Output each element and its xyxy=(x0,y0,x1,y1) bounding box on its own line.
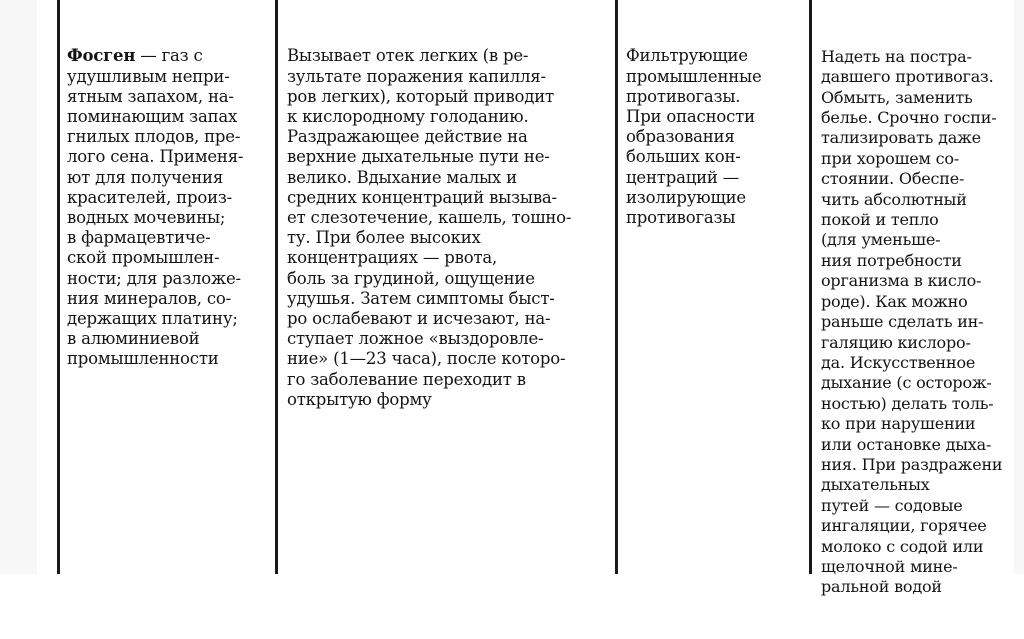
text-line: да. Искусственное xyxy=(821,352,976,372)
text-line: Фильтрующие xyxy=(626,46,748,66)
text-line: организма в кисло- xyxy=(821,271,982,291)
cell-first-aid-text xyxy=(821,47,1011,598)
text-line: давшего противогаз. xyxy=(821,67,994,87)
text-line: путей — содовые xyxy=(821,495,963,515)
text-line: поминающим запах xyxy=(67,107,238,127)
cell-effect-text xyxy=(287,46,612,410)
text-line: в фармацевтиче- xyxy=(67,228,211,248)
text-line: молоко с содой или xyxy=(821,536,984,556)
text-line: лого сена. Применя- xyxy=(67,147,244,167)
text-line: го заболевание переходит в xyxy=(287,369,526,389)
text-line: концентрациях — рвота, xyxy=(287,248,498,268)
cell-protection xyxy=(626,6,806,269)
substance-name: Фосген xyxy=(67,46,136,66)
text-line: промышленности xyxy=(67,349,219,369)
text-line: красителей, произ- xyxy=(67,187,233,207)
text-line: открытую форму xyxy=(287,389,432,409)
text-line: Надеть на постра- xyxy=(821,46,972,66)
text-line: больших кон- xyxy=(626,147,741,167)
text-line: Фосген — газ с xyxy=(67,46,203,66)
cell-protection-text xyxy=(626,46,806,228)
text-line: верхние дыхательные пути не- xyxy=(287,147,550,167)
text-line: щелочной мине- xyxy=(821,556,958,576)
text-line: ние» (1—23 часа), после которо- xyxy=(287,349,566,369)
text-line: или остановке дыха- xyxy=(821,434,992,454)
text-line: ности; для разложе- xyxy=(67,268,241,288)
text-line: Раздражающее действие на xyxy=(287,127,528,147)
column-divider-left xyxy=(57,0,60,574)
text-line: гнилых плодов, пре- xyxy=(67,127,241,147)
text-line: зультате поражения капилля- xyxy=(287,66,546,86)
text-line: роде). Как можно xyxy=(821,291,968,311)
column-divider-3 xyxy=(809,0,812,574)
text-line: держащих платину; xyxy=(67,309,238,329)
text-line: промышленные xyxy=(626,66,762,86)
text-line: ния потребности xyxy=(821,250,962,270)
text-line: при хорошем со- xyxy=(821,148,960,168)
text-line: ро ослабевают и исчезают, на- xyxy=(287,309,551,329)
text-line: белье. Срочно госпи- xyxy=(821,108,997,128)
text-line: раньше сделать ин- xyxy=(821,312,984,332)
text-line: тализировать даже xyxy=(821,128,981,148)
text-line: ют для получения xyxy=(67,167,224,187)
text-line: водных мочевины; xyxy=(67,208,226,228)
text-line: ния. При раздражени xyxy=(821,454,1003,474)
text-line: в алюминиевой xyxy=(67,329,200,349)
text-line: образования xyxy=(626,127,735,147)
column-divider-2 xyxy=(615,0,618,574)
text-line: средних концентраций вызыва- xyxy=(287,187,557,207)
text-line: ностью) делать толь- xyxy=(821,393,994,413)
text-line: Обмыть, заменить xyxy=(821,87,973,107)
text-line: противогазы. xyxy=(626,86,741,106)
text-line: чить абсолютный xyxy=(821,189,967,209)
cell-first-aid xyxy=(821,6,1011,639)
text-line: покой и тепло xyxy=(821,210,939,230)
text-line: ров легких), который приводит xyxy=(287,86,554,106)
cell-effect xyxy=(287,6,612,450)
text-line: ет слезотечение, кашель, тошно- xyxy=(287,208,572,228)
cell-substance xyxy=(67,6,272,410)
cell-substance-text xyxy=(67,46,272,369)
text-line: ингаляции, горячее xyxy=(821,516,987,536)
text-line: центраций — xyxy=(626,167,740,187)
text-line: (для уменьше- xyxy=(821,230,941,250)
text-line: При опасности xyxy=(626,107,755,127)
text-line: ко при нарушении xyxy=(821,414,976,434)
column-divider-1 xyxy=(275,0,278,574)
text-line: галяцию кислоро- xyxy=(821,332,971,352)
text-line: велико. Вдыхание малых и xyxy=(287,167,517,187)
text-line: стоянии. Обеспе- xyxy=(821,169,965,189)
text-line: к кислородному голоданию. xyxy=(287,107,529,127)
text-line: Вызывает отек легких (в ре- xyxy=(287,46,529,66)
text-line: ральной водой xyxy=(821,577,942,597)
text-line: противогазы xyxy=(626,208,736,228)
text-line: ятным запахом, на- xyxy=(67,86,234,106)
text-line: ния минералов, со- xyxy=(67,288,231,308)
text-line: изолирующие xyxy=(626,187,746,207)
text-line: ской промышлен- xyxy=(67,248,220,268)
text-line: удушья. Затем симптомы быст- xyxy=(287,288,555,308)
text-line: ту. При более высоких xyxy=(287,228,481,248)
phosgene-table xyxy=(37,0,1014,597)
text-line: ступает ложное «выздоровле- xyxy=(287,329,544,349)
text-line: дыхательных xyxy=(821,475,930,495)
text-line: удушливым непри- xyxy=(67,66,230,86)
text-line: боль за грудиной, ощущение xyxy=(287,268,535,288)
text-line: дыхание (с осторож- xyxy=(821,373,992,393)
